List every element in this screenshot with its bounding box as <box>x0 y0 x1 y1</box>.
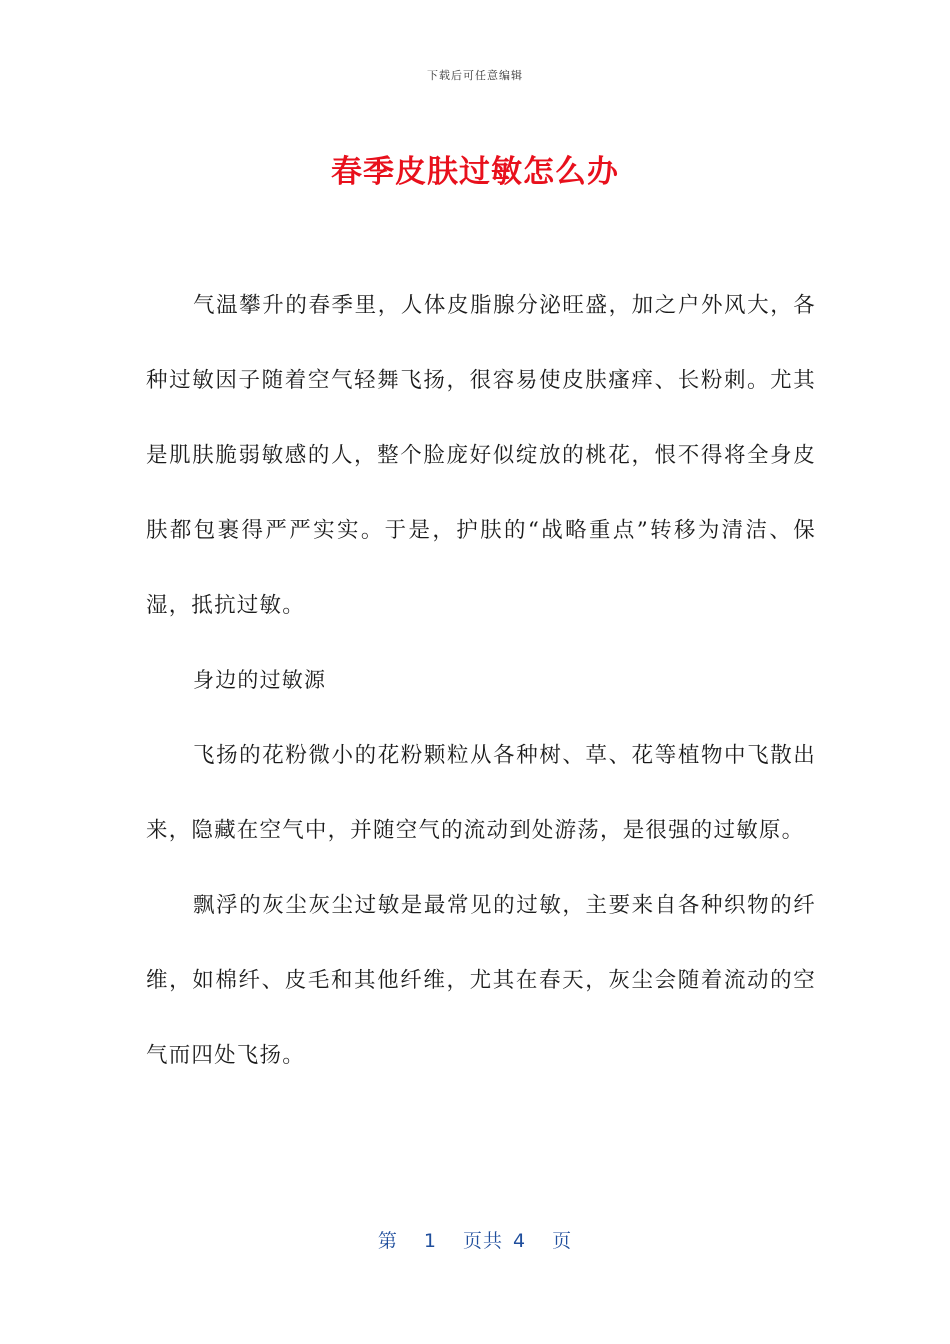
paragraph-dust: 飘浮的灰尘灰尘过敏是最常见的过敏，主要来自各种织物的纤维，如棉纤、皮毛和其他纤维，尤其在春天，灰尘会随着流动的空气而四处飞扬。 <box>146 893 816 1068</box>
footer-page-number: 1 <box>423 1230 437 1252</box>
footer-page-suffix: 页 <box>552 1230 573 1252</box>
document-body <box>146 268 816 1093</box>
footer-page-label: 页共 <box>462 1230 503 1252</box>
header-note: 下载后可任意编辑 <box>427 69 523 82</box>
footer-page-prefix: 第 <box>377 1230 398 1252</box>
paragraph-pollen: 飞扬的花粉微小的花粉颗粒从各种树、草、花等植物中飞散出来，隐藏在空气中，并随空气的流动到处游荡，是很强的过敏原。 <box>146 743 816 843</box>
page-footer <box>0 1226 950 1253</box>
paragraph-intro: 气温攀升的春季里，人体皮脂腺分泌旺盛，加之户外风大，各种过敏因子随着空气轻舞飞扬，很容易使皮肤瘙痒、长粉刺。尤其是肌肤脆弱敏感的人，整个脸庞好似绽放的桃花，恨不得将全身皮肤都包裹得严严实实。于是，护肤的“战略重点”转移为清洁、保湿，抵抗过敏。 <box>146 293 816 618</box>
document-title: 春季皮肤过敏怎么办 <box>331 154 619 190</box>
section-heading: 身边的过敏源 <box>193 668 327 692</box>
footer-total-pages: 4 <box>513 1230 527 1252</box>
